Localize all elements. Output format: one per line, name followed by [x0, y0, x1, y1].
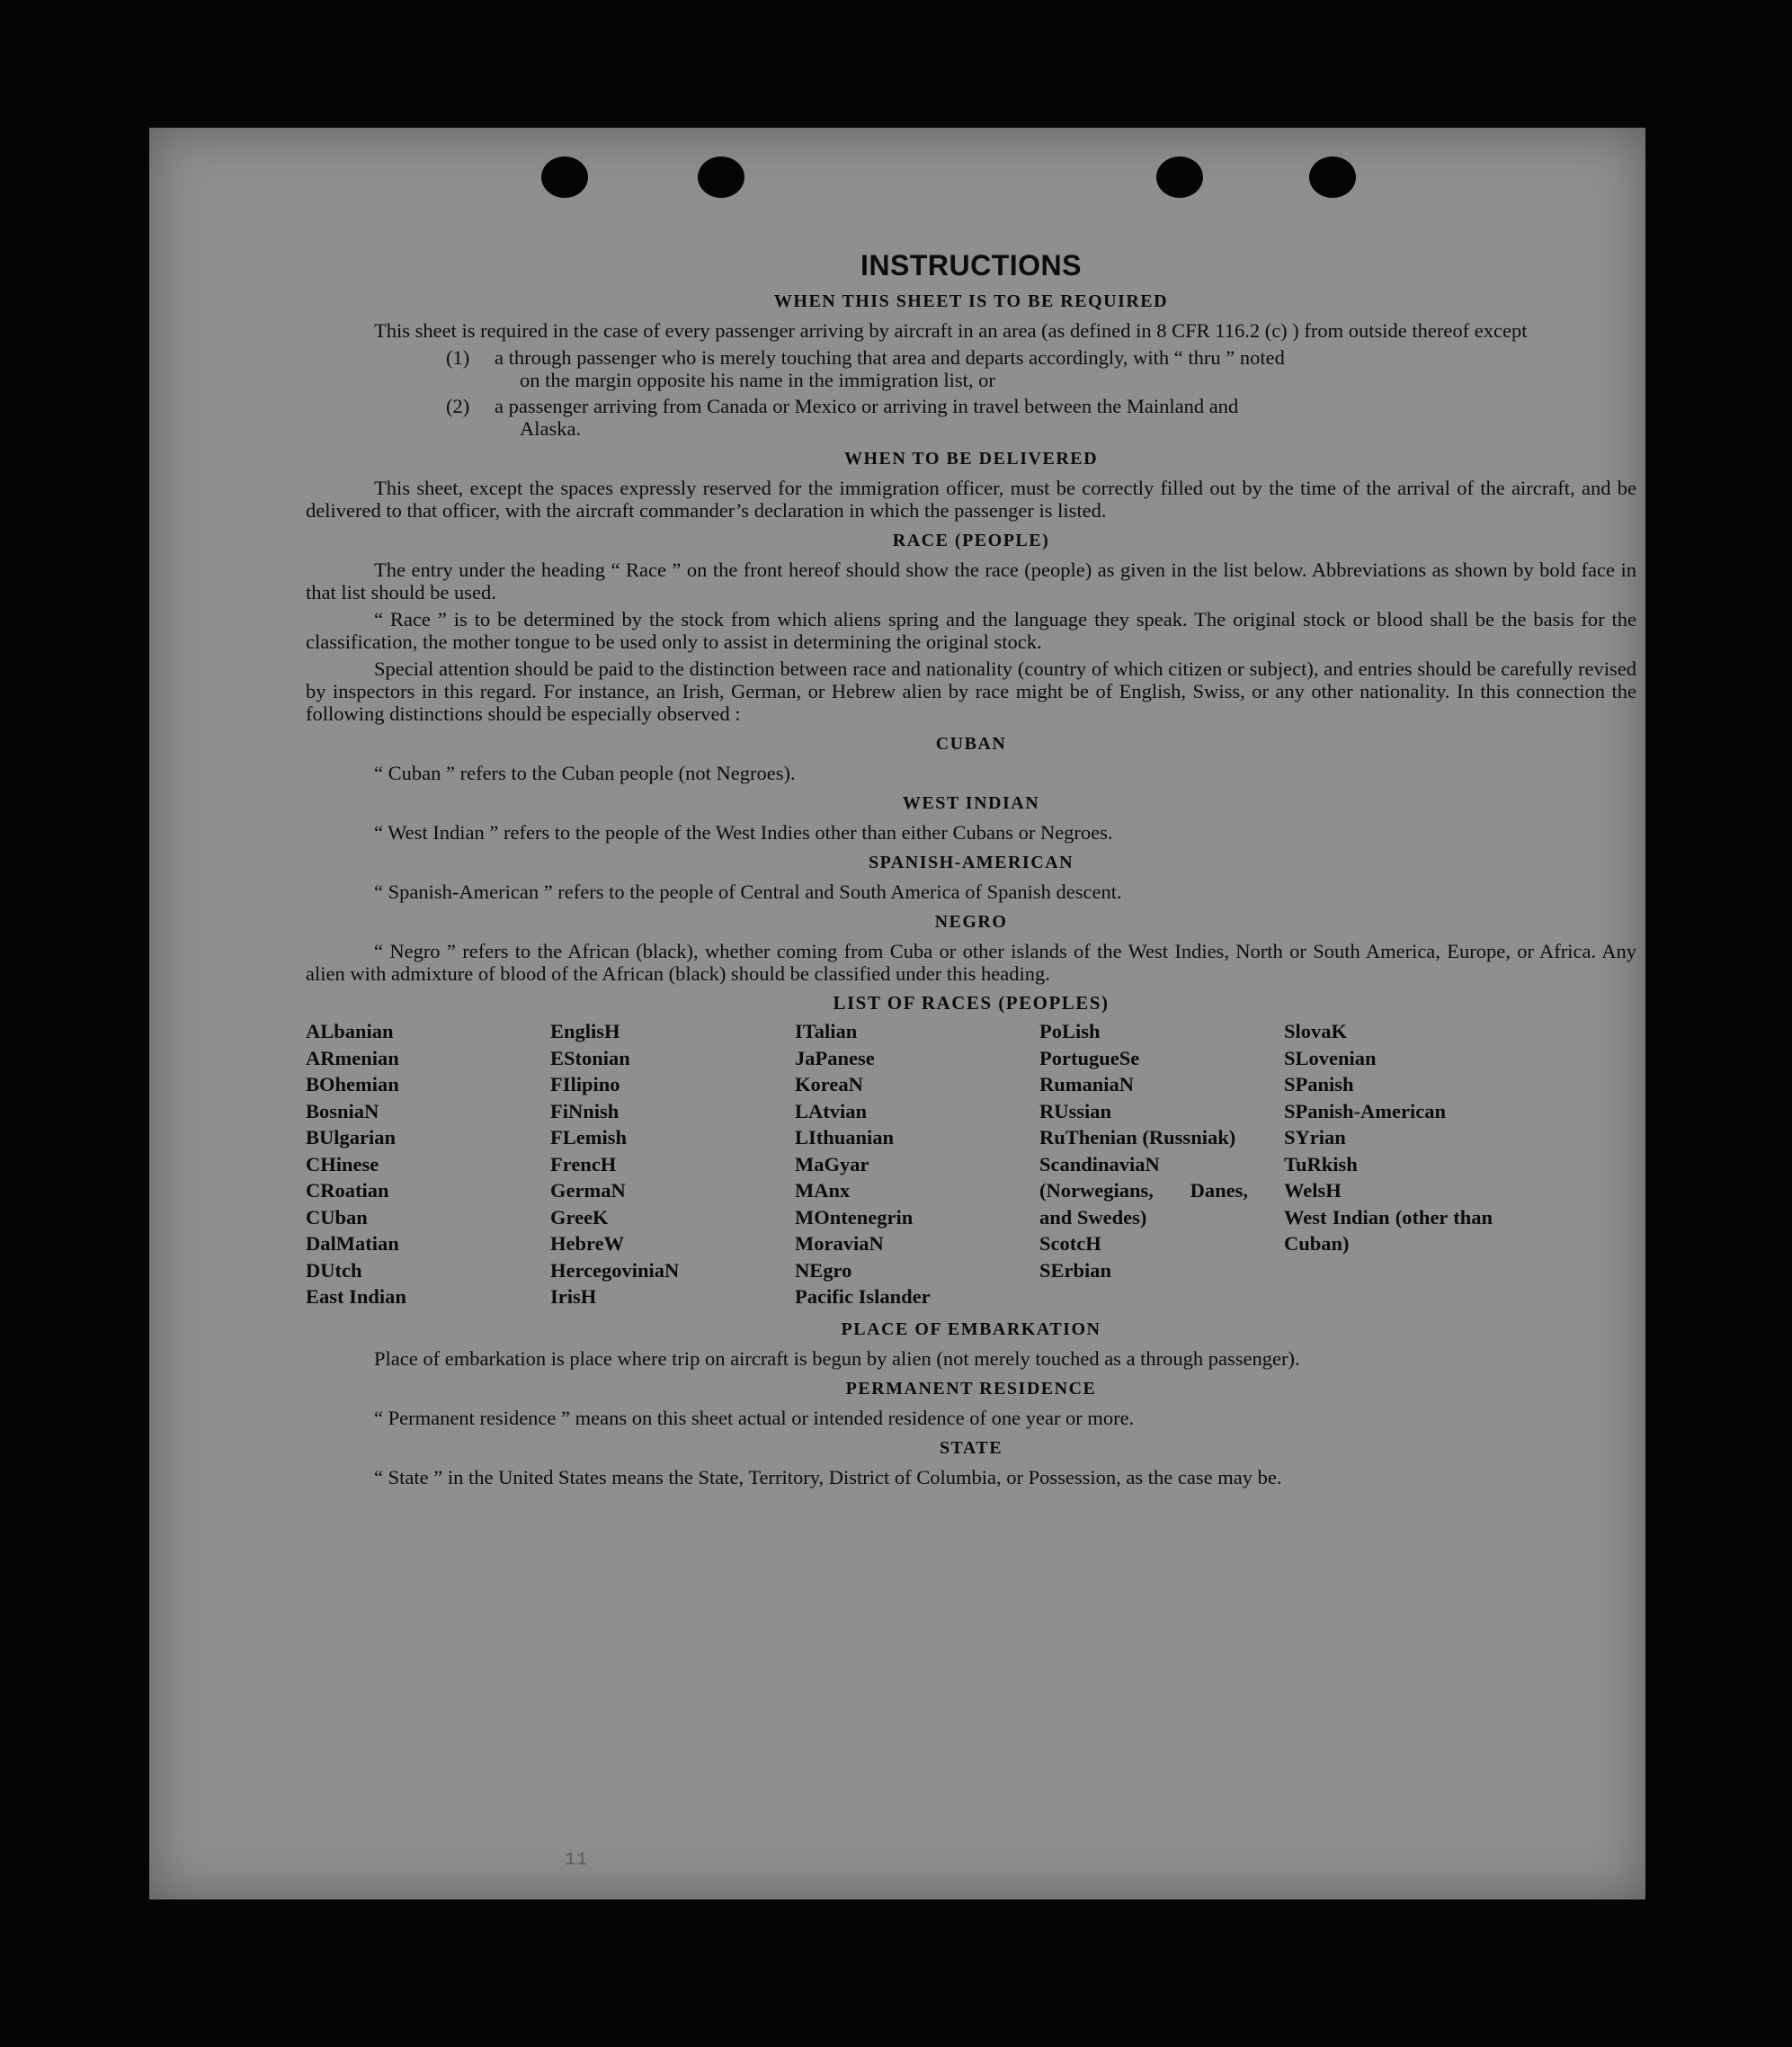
race-entry: KoreaN	[795, 1073, 863, 1095]
race-entry: PortugueSe	[1039, 1046, 1140, 1069]
state-text: “ State ” in the United States means the State, Territory, District of Columbia, or Possession, as the case may be.	[374, 1465, 1282, 1488]
section-heading-cuban: CUBAN	[935, 734, 1007, 754]
race-column-2	[550, 1018, 795, 1310]
race-entry: ITalian	[795, 1020, 858, 1042]
race-entry: RuThenian (Russniak)	[1039, 1126, 1236, 1149]
race-entry: GermaN	[550, 1179, 626, 1202]
negro-text: “ Negro ” refers to the African (black), whether coming from Cuba or other islands of the West Indies, North or South America, Europe, or Africa. Any alien with admixture of blood of the African (black) should be classified under this heading.	[306, 940, 1636, 985]
race-entry: ARmenian	[306, 1046, 399, 1069]
faint-stamp: 11	[565, 1850, 589, 1871]
race-entry: DUtch	[306, 1258, 362, 1282]
race-entry: BOhemian	[306, 1073, 399, 1095]
instructions-content	[306, 249, 1636, 1493]
race-entry: LIthuanian	[795, 1126, 895, 1149]
race-entry: BosniaN	[306, 1099, 379, 1122]
punch-hole	[698, 156, 744, 198]
when-delivered-text: This sheet, except the spaces expressly reserved for the immigration officer, must be correctly filled out by the time of the arrival of the aircraft, and be delivered to that officer, with the aircraft commander’s declaration in which the passenger is listed.	[306, 477, 1636, 522]
section-heading-residence: PERMANENT RESIDENCE	[845, 1378, 1097, 1399]
race-entry: FIlipino	[550, 1073, 620, 1095]
race-entry: WelsH	[1284, 1179, 1342, 1202]
race-entry: SPanish-American	[1284, 1099, 1446, 1122]
race-entry: IrisH	[550, 1285, 597, 1308]
race-entry: MAnx	[795, 1179, 851, 1202]
section-heading-list-of-races: LIST OF RACES (PEOPLES)	[833, 992, 1110, 1014]
race-entry: SLovenian	[1284, 1046, 1377, 1069]
west-indian-text: “ West Indian ” refers to the people of the West Indies other than either Cubans or Negroes.	[374, 821, 1113, 844]
section-heading-spanish-american: SPANISH-AMERICAN	[868, 853, 1074, 872]
section-heading-embarkation: PLACE OF EMBARKATION	[841, 1318, 1101, 1339]
page-title: INSTRUCTIONS	[860, 249, 1082, 282]
race-column-4	[1039, 1018, 1284, 1310]
race-entry: ALbanian	[306, 1020, 394, 1042]
race-entry: SlovaK	[1284, 1020, 1348, 1042]
section-heading-state: STATE	[939, 1437, 1003, 1458]
race-column-1	[306, 1018, 550, 1310]
punch-hole	[1309, 156, 1356, 198]
race-entry: EStonian	[550, 1046, 630, 1069]
residence-text: “ Permanent residence ” means on this sheet actual or intended residence of one year or more.	[374, 1406, 1135, 1429]
race-entry: NEgro	[795, 1258, 852, 1282]
race-column-5	[1284, 1018, 1545, 1310]
section-heading-race: RACE (PEOPLE)	[892, 531, 1050, 550]
race-entry: MoraviaN	[795, 1232, 884, 1255]
race-paragraph-2: “ Race ” is to be determined by the stock from which aliens spring and the language they speak. The original stock or blood shall be the basis for the classification, the mother tongue to be used only to assist in determining the original stock.	[306, 608, 1636, 653]
race-entry: SErbian	[1039, 1258, 1112, 1282]
race-entry: DalMatian	[306, 1232, 399, 1255]
race-entry: BUlgarian	[306, 1126, 397, 1149]
when-required-intro: This sheet is required in the case of every passenger arriving by aircraft in an area (as defined in 8 CFR 116.2 (c) ) from outside thereof except	[374, 319, 1528, 342]
section-heading-west-indian: WEST INDIAN	[902, 793, 1040, 813]
race-entry: SYrian	[1284, 1126, 1346, 1149]
race-entry: CUban	[306, 1205, 368, 1229]
race-entry: LAtvian	[795, 1099, 868, 1122]
race-entry: ScandinaviaN (Norwegians, Danes, and Swedes)	[1039, 1152, 1248, 1229]
race-entry: MaGyar	[795, 1152, 869, 1175]
race-entry: FrencH	[550, 1152, 617, 1175]
exception-item-1	[306, 346, 1636, 391]
race-paragraph-3: Special attention should be paid to the distinction between race and nationality (country of which citizen or subject), and entries should be carefully revised by inspectors in this regard. For instance, an Irish, German, or Hebrew alien by race might be of English, Swiss, or any other nationality. In this connection the following distinctions should be especially observed :	[306, 657, 1636, 725]
race-entry: SPanish	[1284, 1073, 1354, 1095]
item-number: (1)	[446, 346, 470, 369]
race-list	[306, 1018, 1636, 1310]
race-entry: CHinese	[306, 1152, 379, 1175]
race-entry: FiNnish	[550, 1099, 620, 1122]
race-entry: EnglisH	[550, 1020, 620, 1042]
race-entry: CRoatian	[306, 1179, 389, 1202]
race-entry: ScotcH	[1039, 1232, 1101, 1255]
race-column-3	[795, 1018, 1039, 1310]
punch-hole	[1156, 156, 1203, 198]
race-entry: GreeK	[550, 1205, 609, 1229]
item-text: a passenger arriving from Canada or Mexico or arriving in travel between the Mainland and	[495, 395, 1239, 417]
race-entry: JaPanese	[795, 1046, 875, 1069]
item-text-continued: Alaska.	[520, 417, 582, 440]
race-entry: HercegovinіaN	[550, 1258, 680, 1282]
section-heading-when-delivered: WHEN TO BE DELIVERED	[843, 449, 1099, 469]
item-number: (2)	[446, 395, 470, 417]
embarkation-text: Place of embarkation is place where trip on aircraft is begun by alien (not merely touched as a through passenger).	[374, 1346, 1300, 1370]
spanish-american-text: “ Spanish-American ” refers to the people of Central and South America of Spanish descent.	[374, 880, 1122, 903]
race-paragraph-1: The entry under the heading “ Race ” on the front hereof should show the race (people) as given in the list below. Abbreviations as shown by bold face in that list should be used.	[306, 559, 1636, 603]
race-entry: TuRkish	[1284, 1152, 1358, 1175]
item-text-continued: on the margin opposite his name in the immigration list, or	[520, 369, 995, 391]
punch-hole	[541, 156, 588, 198]
race-entry: FLemish	[550, 1126, 628, 1149]
race-entry: Pacific Islander	[795, 1285, 931, 1308]
exception-item-2	[306, 395, 1636, 440]
race-entry: MOntenegrin	[795, 1205, 914, 1229]
race-entry: PoLish	[1039, 1020, 1101, 1042]
race-entry: East Indian	[306, 1285, 406, 1308]
item-text: a through passenger who is merely touching that area and departs accordingly, with “ thru ” noted	[495, 346, 1285, 369]
race-entry: HebreW	[550, 1232, 625, 1255]
race-entry: RumaniaN	[1039, 1073, 1135, 1095]
race-entry: RUssian	[1039, 1099, 1112, 1122]
section-heading-negro: NEGRO	[934, 912, 1008, 932]
document-sheet	[149, 128, 1645, 1900]
race-entry: West Indian (other than Cuban)	[1284, 1205, 1493, 1255]
cuban-text: “ Cuban ” refers to the Cuban people (not Negroes).	[374, 762, 796, 784]
section-heading-when-required: WHEN THIS SHEET IS TO BE REQUIRED	[773, 291, 1169, 311]
